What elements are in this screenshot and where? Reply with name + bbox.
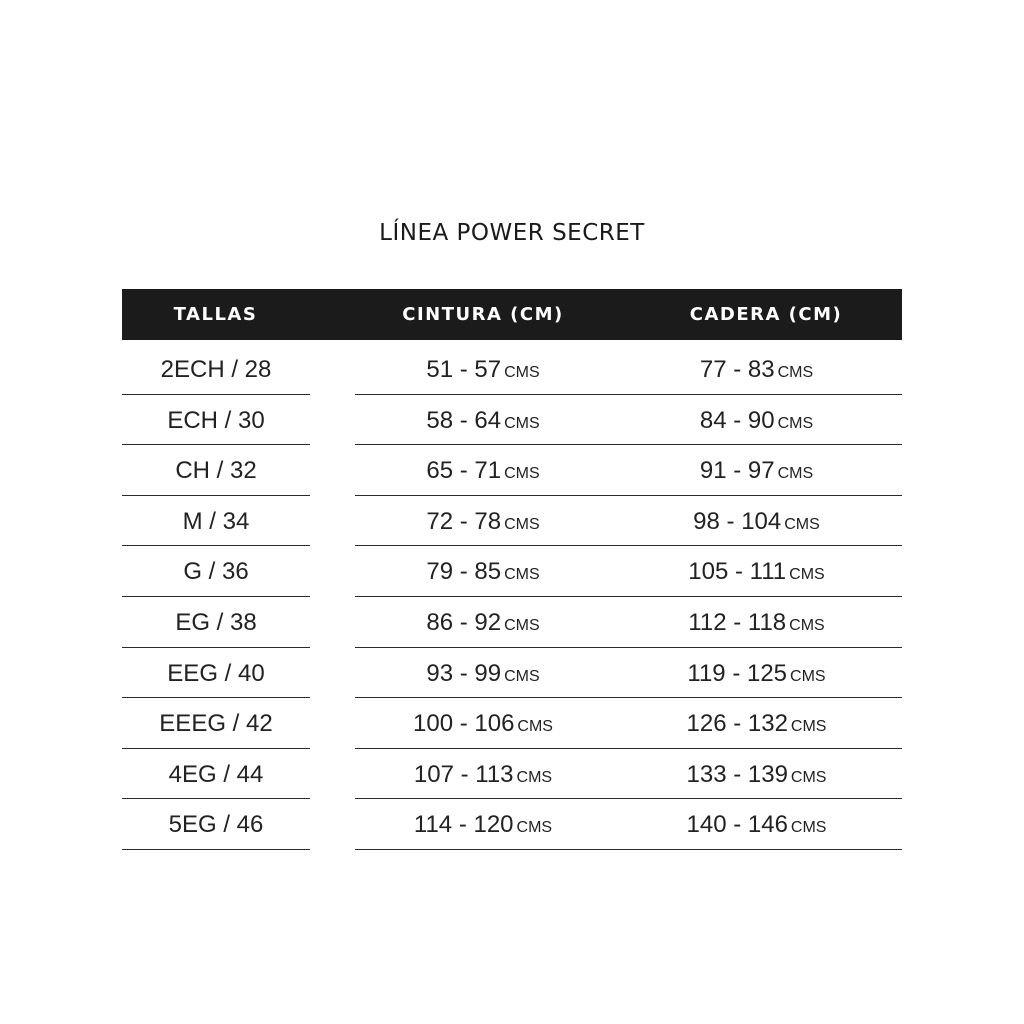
- waist-value: 107 - 113: [413, 760, 514, 788]
- unit-label: CMS: [784, 515, 820, 533]
- size-cell: ECH / 30: [122, 395, 310, 446]
- header-tallas: TALLAS: [173, 304, 258, 325]
- waist-cell: [355, 496, 611, 547]
- unit-label: CMS: [504, 616, 540, 634]
- hip-cell: [611, 395, 902, 446]
- unit-label: CMS: [516, 819, 553, 837]
- size-cell: EEG / 40: [122, 648, 310, 699]
- unit-label: CMS: [504, 667, 540, 685]
- header-cintura: CINTURA (CM): [402, 304, 564, 325]
- waist-cell: [355, 395, 611, 446]
- page-title: LÍNEA POWER SECRET: [379, 220, 645, 246]
- table-row: [0, 749, 1024, 800]
- hip-value: 112 - 118: [688, 608, 787, 636]
- table-header: [122, 289, 902, 340]
- size-cell: EEEG / 42: [122, 698, 310, 749]
- size-cell: EG / 38: [122, 597, 310, 648]
- waist-value: 51 - 57: [426, 356, 502, 383]
- hip-value: 91 - 97: [699, 457, 775, 485]
- unit-label: CMS: [777, 465, 814, 483]
- hip-value: 84 - 90: [699, 406, 775, 434]
- table-row: [0, 496, 1024, 547]
- unit-label: CMS: [790, 667, 826, 685]
- size-cell: G / 36: [122, 546, 310, 597]
- hip-cell: [611, 698, 902, 749]
- hip-value: 105 - 111: [688, 558, 787, 586]
- unit-label: CMS: [504, 414, 540, 432]
- hip-value: 133 - 139: [686, 760, 788, 788]
- waist-value: 100 - 106: [413, 710, 515, 738]
- waist-cell: [355, 597, 611, 648]
- waist-value: 114 - 120: [413, 811, 514, 839]
- hip-cell: [611, 597, 902, 648]
- unit-label: CMS: [789, 616, 825, 634]
- waist-value: 93 - 99: [426, 659, 502, 687]
- table-row: [0, 445, 1024, 496]
- size-cell: CH / 32: [122, 445, 310, 496]
- unit-label: CMS: [504, 515, 540, 533]
- hip-cell: [611, 749, 902, 800]
- waist-cell: [355, 344, 611, 395]
- waist-cell: [355, 445, 611, 496]
- hip-value: 140 - 146: [686, 811, 788, 839]
- header-cadera: CADERA (CM): [689, 304, 843, 325]
- unit-label: CMS: [504, 465, 540, 483]
- unit-label: CMS: [790, 819, 827, 837]
- unit-label: CMS: [789, 566, 825, 584]
- waist-cell: [355, 546, 611, 597]
- size-cell: 4EG / 44: [122, 749, 310, 800]
- unit-label: CMS: [777, 364, 814, 381]
- unit-label: CMS: [504, 566, 540, 584]
- waist-cell: [355, 698, 611, 749]
- hip-value: 98 - 104: [693, 507, 782, 535]
- table-row: [0, 344, 1024, 395]
- waist-value: 65 - 71: [426, 457, 502, 485]
- waist-value: 72 - 78: [426, 507, 502, 535]
- hip-cell: [611, 496, 902, 547]
- waist-cell: [355, 749, 611, 800]
- size-cell: M / 34: [122, 496, 310, 547]
- size-table-body: [0, 344, 1024, 850]
- hip-value: 119 - 125: [687, 659, 788, 687]
- hip-cell: [611, 344, 902, 395]
- hip-cell: [611, 445, 902, 496]
- unit-label: CMS: [777, 414, 814, 432]
- hip-cell: [611, 546, 902, 597]
- waist-value: 58 - 64: [426, 406, 502, 434]
- table-row: [0, 546, 1024, 597]
- hip-cell: [611, 799, 902, 850]
- hip-value: 126 - 132: [686, 710, 788, 738]
- waist-cell: [355, 799, 611, 850]
- table-row: [0, 597, 1024, 648]
- table-row: [0, 799, 1024, 850]
- table-row: [0, 395, 1024, 446]
- waist-value: 86 - 92: [426, 608, 502, 636]
- unit-label: CMS: [517, 718, 553, 736]
- hip-cell: [611, 648, 902, 699]
- waist-cell: [355, 648, 611, 699]
- table-row: [0, 698, 1024, 749]
- waist-value: 79 - 85: [426, 558, 502, 586]
- hip-value: 77 - 83: [699, 356, 775, 383]
- unit-label: CMS: [504, 364, 540, 381]
- size-cell: 5EG / 46: [122, 799, 310, 850]
- table-row: [0, 648, 1024, 699]
- unit-label: CMS: [516, 768, 553, 786]
- unit-label: CMS: [790, 718, 827, 736]
- unit-label: CMS: [790, 768, 827, 786]
- size-cell: 2ECH / 28: [122, 344, 310, 395]
